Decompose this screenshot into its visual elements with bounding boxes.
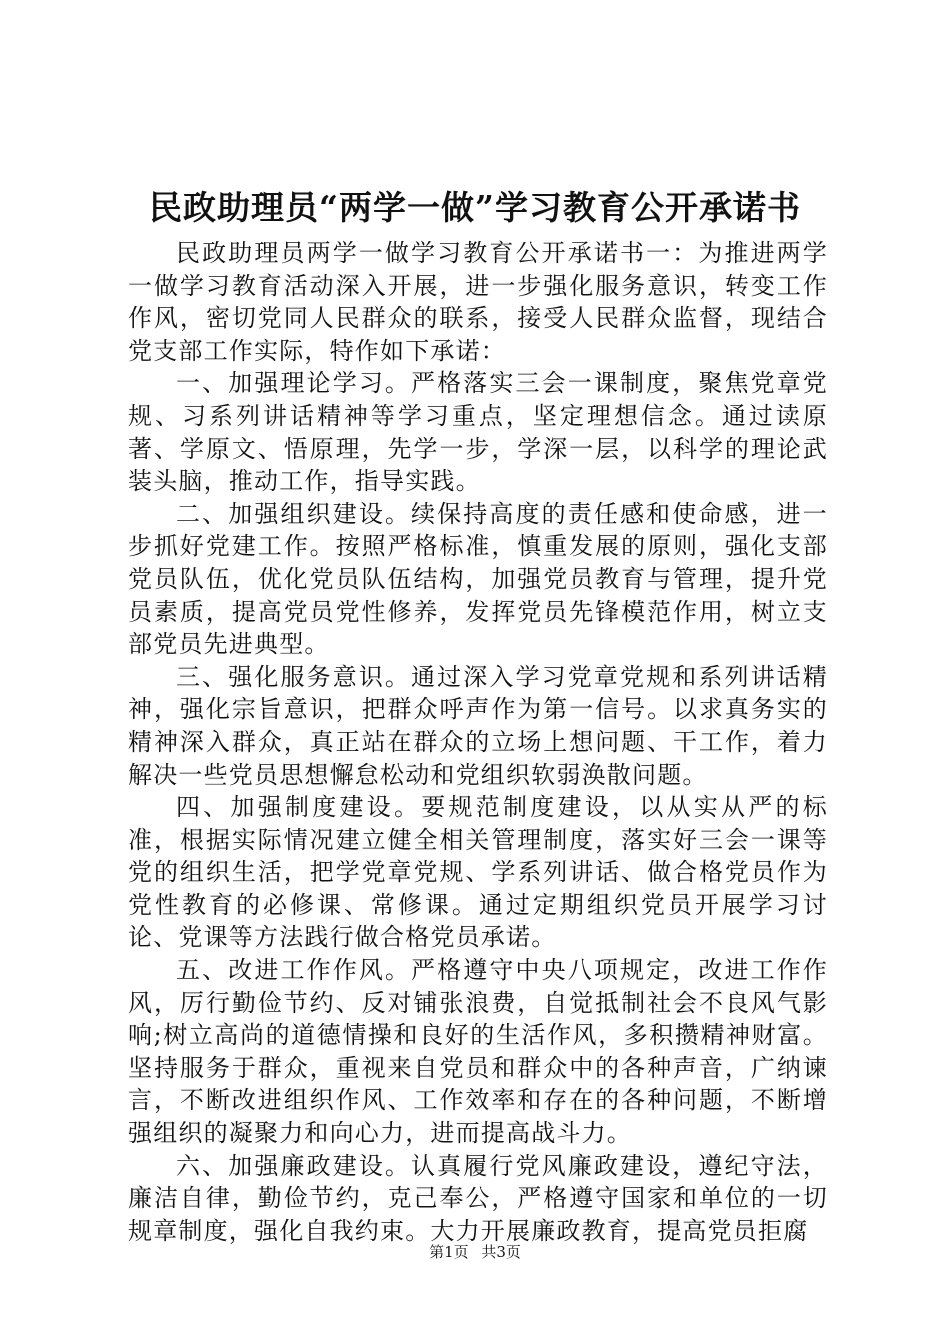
paragraph-integrity: 六、加强廉政建设。认真履行党风廉政建设，遵纪守法，廉洁自律，勤俭节约，克己奉公，严格遵守国家和单位的一切规章制度，强化自我约束。大力开展廉政教育，提高党员拒腐 bbox=[128, 1151, 828, 1245]
paragraph-service: 三、强化服务意识。通过深入学习党章党规和系列讲话精神，强化宗旨意识，把群众呼声作为第一信号。以求真务实的精神深入群众，真正站在群众的立场上想问题、干工作，着力解决一些党员思想懈怠松动和党组织软弱涣散问题。 bbox=[128, 662, 828, 789]
page-footer bbox=[0, 1242, 950, 1262]
page-total: 共3页 bbox=[481, 1243, 521, 1261]
paragraph-organization: 二、加强组织建设。续保持高度的责任感和使命感，进一步抓好党建工作。按照严格标准，慎重发展的原则，强化支部党员队伍，优化党员队伍结构，加强党员教育与管理，提升党员素质，提高党员党性修养，发挥党员先锋模范作用，树立支部党员先进典型。 bbox=[128, 499, 828, 659]
document-title: 民政助理员“两学一做”学习教育公开承诺书 bbox=[149, 188, 801, 227]
paragraph-work-style: 五、改进工作作风。严格遵守中央八项规定，改进工作作风，厉行勤俭节约、反对铺张浪费，自觉抵制社会不良风气影响;树立高尚的道德情操和良好的生活作风，多积攒精神财富。坚持服务于群众，重视来自党员和群众中的各种声音，广纳谏言，不断改进组织作风、工作效率和存在的各种问题，不断增强组织的凝聚力和向心力，进而提高战斗力。 bbox=[128, 956, 828, 1148]
paragraph-theory-study: 一、加强理论学习。严格落实三会一课制度，聚焦党章党规、习系列讲话精神等学习重点，坚定理想信念。通过读原著、学原文、悟原理，先学一步，学深一层，以科学的理论武装头脑，推动工作，指导实践。 bbox=[128, 369, 828, 496]
page-number: 第1页 bbox=[429, 1243, 469, 1261]
document-body bbox=[128, 237, 828, 1247]
intro-paragraph: 民政助理员两学一做学习教育公开承诺书一：为推进两学一做学习教育活动深入开展，进一步强化服务意识，转变工作作风，密切党同人民群众的联系，接受人民群众监督，现结合党支部工作实际，特作如下承诺： bbox=[128, 239, 828, 365]
paragraph-system: 四、加强制度建设。要规范制度建设，以从实从严的标准，根据实际情况建立健全相关管理制度，落实好三会一课等党的组织生活，把学党章党规、学系列讲话、做合格党员作为党性教育的必修课、常修课。通过定期组织党员开展学习讨论、党课等方法践行做合格党员承诺。 bbox=[128, 793, 828, 952]
